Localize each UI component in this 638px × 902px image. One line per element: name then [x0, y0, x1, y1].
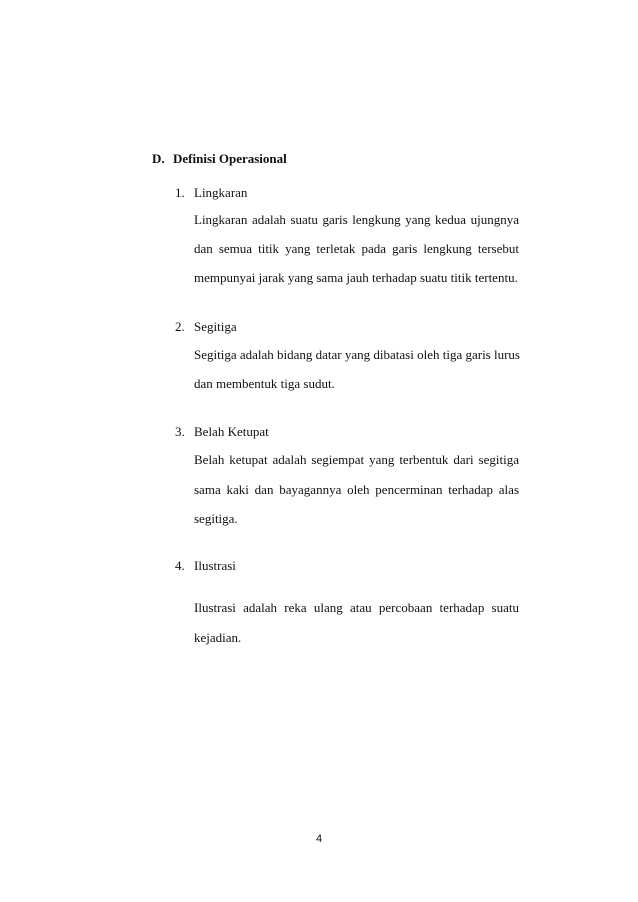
paragraph-line: sama kaki dan bayagannya oleh pencerminan terhadap alas — [194, 482, 519, 497]
list-item-term: Belah Ketupat — [194, 424, 269, 439]
list-item-header — [175, 319, 237, 335]
list-item-header — [175, 424, 269, 440]
paragraph-line: segitiga. — [194, 511, 238, 526]
paragraph-line: Lingkaran adalah suatu garis lengkung yang kedua ujungnya — [194, 212, 519, 227]
list-item-number: 4. — [175, 558, 185, 573]
paragraph-line: mempunyai jarak yang sama jauh terhadap suatu titik tertentu. — [194, 270, 518, 285]
paragraph-line: kejadian. — [194, 630, 242, 645]
page-number: 4 — [315, 833, 323, 845]
paragraph-line: Belah ketupat adalah segiempat yang terbentuk dari segitiga — [194, 452, 519, 467]
list-item-term: Segitiga — [194, 319, 237, 334]
list-item-number: 2. — [175, 319, 185, 334]
list-item-number: 1. — [175, 185, 185, 200]
list-item-term: Lingkaran — [194, 185, 248, 200]
paragraph-line: dan semua titik yang terletak pada garis lengkung tersebut — [194, 241, 519, 256]
list-item-term: Ilustrasi — [194, 558, 236, 573]
list-item-number: 3. — [175, 424, 185, 439]
section-title: Definisi Operasional — [173, 151, 287, 166]
section-letter: D. — [152, 151, 165, 166]
list-item-header — [175, 185, 247, 201]
section-heading — [152, 151, 287, 167]
paragraph-line: Ilustrasi adalah reka ulang atau percobaan terhadap suatu — [194, 600, 519, 615]
paragraph-line: dan membentuk tiga sudut. — [194, 376, 335, 391]
list-item-header — [175, 558, 236, 574]
paragraph-line: Segitiga adalah bidang datar yang dibatasi oleh tiga garis lurus — [194, 347, 520, 362]
